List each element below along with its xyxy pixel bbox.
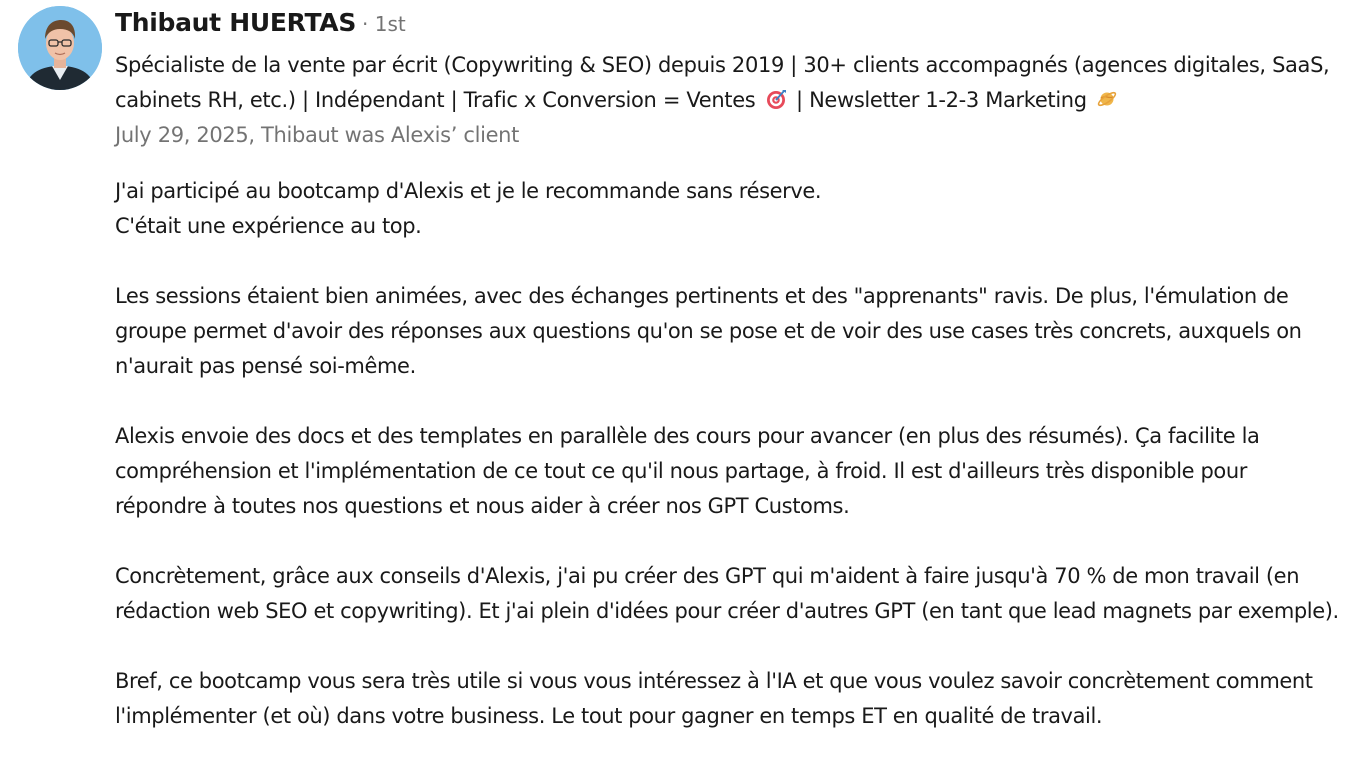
paragraph-3	[115, 419, 1345, 524]
author-headline	[115, 48, 1340, 118]
profile-photo	[18, 6, 102, 90]
author-row	[115, 8, 1340, 42]
paragraph-line: C'était une expérience au top.	[115, 214, 422, 238]
target-icon	[765, 86, 787, 108]
planet-icon	[1096, 86, 1118, 108]
paragraph-line: Alexis envoie des docs et des templates en parallèle des cours pour avancer (en plus des résumés). Ça facilite la compréhension et l'implémentation de ce tout ce qu'il nous partage, à froid. Il est d'ailleurs très disponible pour répondre à toutes nos questions et nous aider à créer nos GPT Customs.	[115, 424, 1260, 518]
connection-degree: · 1st	[362, 12, 406, 36]
headline-text-2: | Newsletter 1-2-3 Marketing	[796, 88, 1087, 112]
recommendation-content	[115, 8, 1340, 769]
paragraph-4	[115, 559, 1345, 629]
paragraph-5	[115, 664, 1345, 734]
paragraph-line: Bref, ce bootcamp vous sera très utile si vous vous intéressez à l'IA et que vous voulez savoir concrètement comment l'implémenter (et où) dans votre business. Le tout pour gagner en temps ET en qualité de travail.	[115, 669, 1313, 728]
author-name[interactable]: Thibaut HUERTAS	[115, 8, 357, 37]
paragraph-line: Les sessions étaient bien animées, avec des échanges pertinents et des "apprenants" ravis. De plus, l'émulation de groupe permet d'avoir des réponses aux questions qu'on se pose et de voir des use cases très concrets, auxquels on n'aurait pas pensé soi-même.	[115, 284, 1302, 378]
avatar[interactable]	[18, 6, 102, 90]
paragraph-line: J'ai participé au bootcamp d'Alexis et je le recommande sans réserve.	[115, 179, 822, 203]
headline-text-1: Spécialiste de la vente par écrit (Copywriting & SEO) depuis 2019 | 30+ clients accompagnés (agences digitales, SaaS, cabinets RH, etc.) | Indépendant | Trafic x Conversion = Ventes	[115, 53, 1330, 112]
recommendation-date: July 29, 2025, Thibaut was Alexis’ client	[115, 123, 519, 147]
recommendation-body	[115, 174, 1345, 734]
paragraph-2	[115, 279, 1345, 384]
paragraph-line: Concrètement, grâce aux conseils d'Alexis, j'ai pu créer des GPT qui m'aident à faire jusqu'à 70 % de mon travail (en rédaction web SEO et copywriting). Et j'ai plein d'idées pour créer d'autres GPT (en tant que lead magnets par exemple).	[115, 564, 1339, 623]
paragraph-1	[115, 174, 1345, 244]
